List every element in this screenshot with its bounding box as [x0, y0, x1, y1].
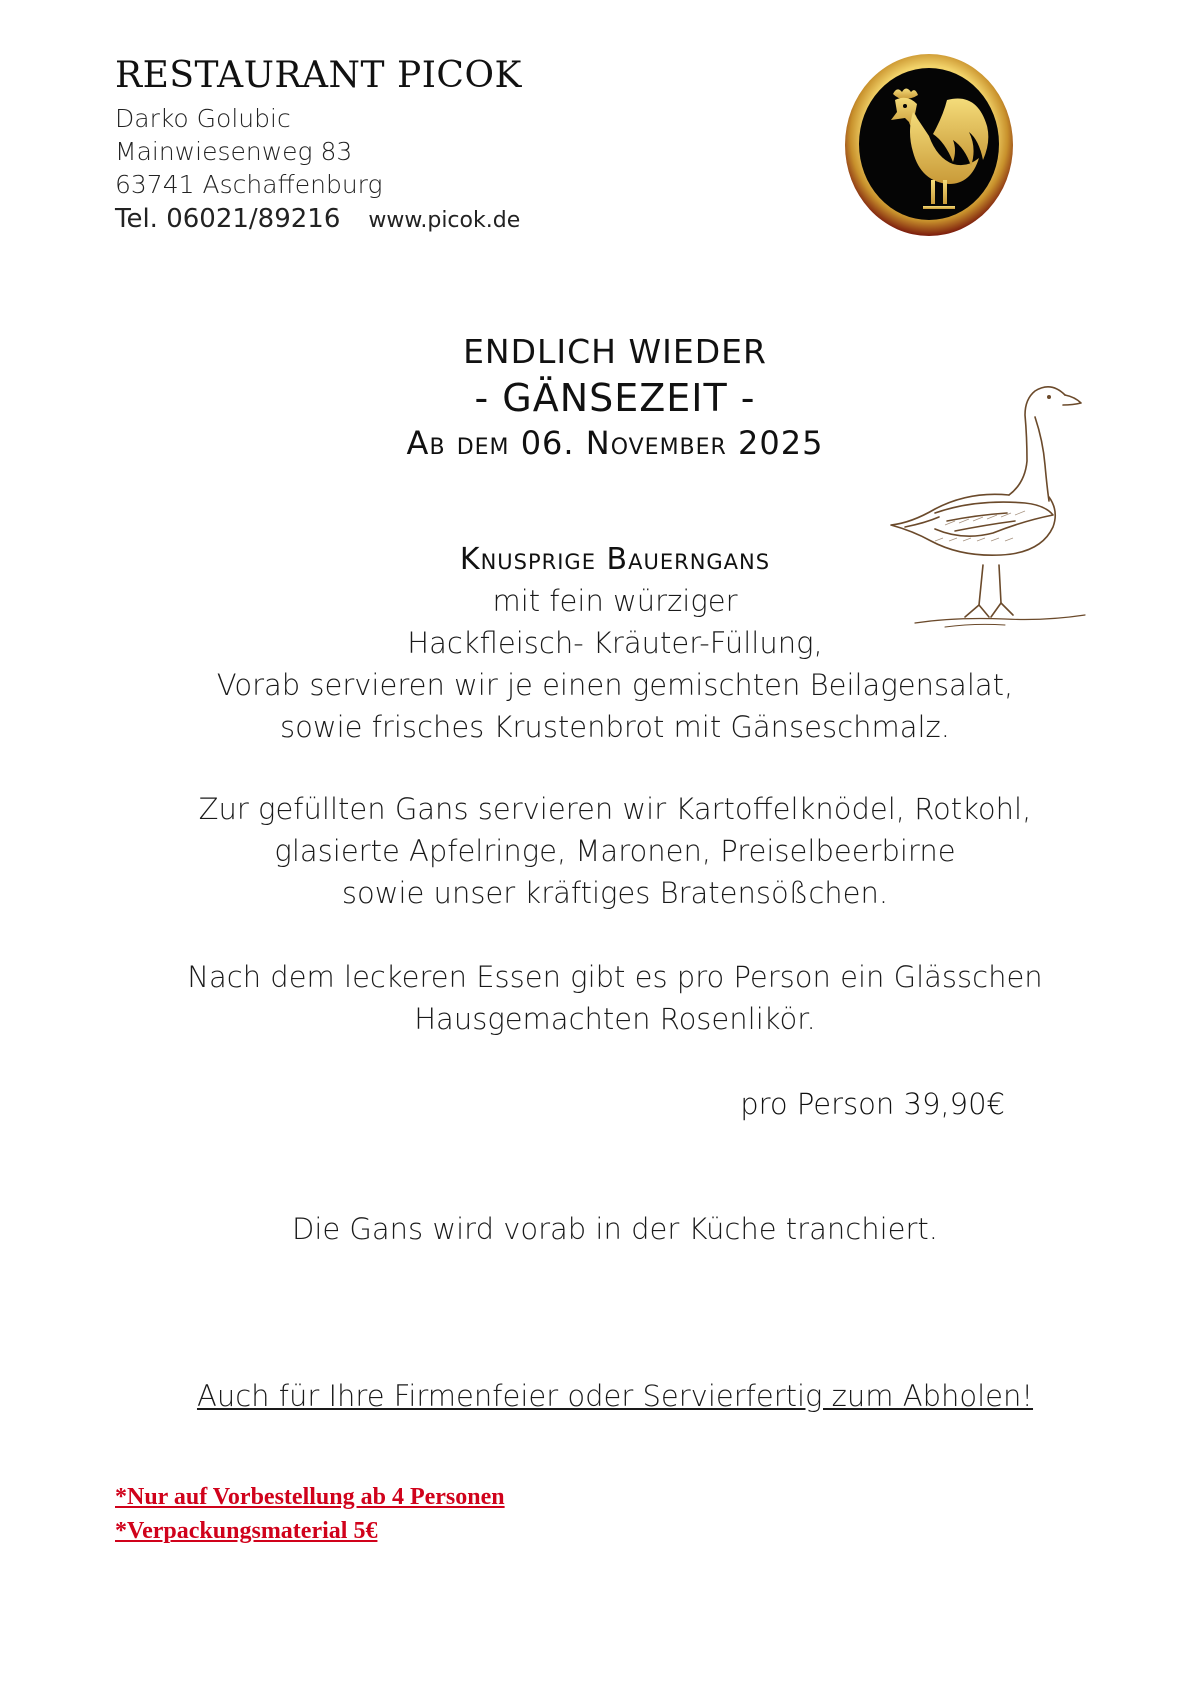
owner-name: Darko Golubic [115, 104, 291, 133]
sides-line: glasierte Apfelringe, Maronen, Preiselbeerbirne [274, 834, 956, 868]
rooster-logo-icon [843, 52, 1015, 238]
restaurant-name: RESTAURANT PICOK [115, 55, 522, 96]
dessert-line: Hausgemachten Rosenlikör. [414, 1002, 816, 1036]
sides-line: Zur gefüllten Gans servieren wir Kartoffelknödel, Rotkohl, [198, 792, 1032, 826]
restaurant-header [115, 56, 522, 239]
street-address: Mainwiesenweg 83 [115, 137, 353, 166]
sides-line: sowie unser kräftiges Bratensößchen. [341, 876, 889, 910]
title-line-1: ENDLICH WIEDER [463, 332, 767, 371]
phone-number: Tel. 06021/89216 [115, 204, 341, 234]
dish-title: Knusprige Bauerngans [459, 542, 771, 577]
title-line-3-date: Ab dem 06. November 2025 [406, 424, 824, 462]
footnote-preorder: *Nur auf Vorbestellung ab 4 Personen [115, 1484, 505, 1510]
title-line-2: - GÄNSEZEIT - [474, 376, 756, 420]
website-link[interactable]: www.picok.de [368, 208, 521, 233]
promo-line: Auch für Ihre Firmenfeier oder Servierfertig zum Abholen! [196, 1379, 1034, 1413]
dish-line: sowie frisches Krustenbrot mit Gänseschmalz. [280, 710, 950, 744]
sides-description [0, 788, 1190, 914]
dish-line: Vorab servieren wir je einen gemischten Beilagensalat, [216, 668, 1014, 702]
carving-note: Die Gans wird vorab in der Küche tranchiert. [291, 1212, 938, 1246]
dish-line: Hackfleisch- Kräuter-Füllung, [407, 626, 823, 660]
footnotes [115, 1480, 505, 1548]
footnote-packaging: *Verpackungsmaterial 5€ [115, 1518, 378, 1544]
city-address: 63741 Aschaffenburg [115, 170, 383, 199]
dish-line: mit fein würziger [492, 584, 738, 618]
dish-description [0, 580, 1190, 748]
price-per-person: pro Person 39,90€ [740, 1087, 1005, 1121]
dessert-line: Nach dem leckeren Essen gibt es pro Person ein Glässchen [187, 960, 1043, 994]
contact-line [115, 201, 522, 239]
dessert-description [0, 956, 1190, 1040]
